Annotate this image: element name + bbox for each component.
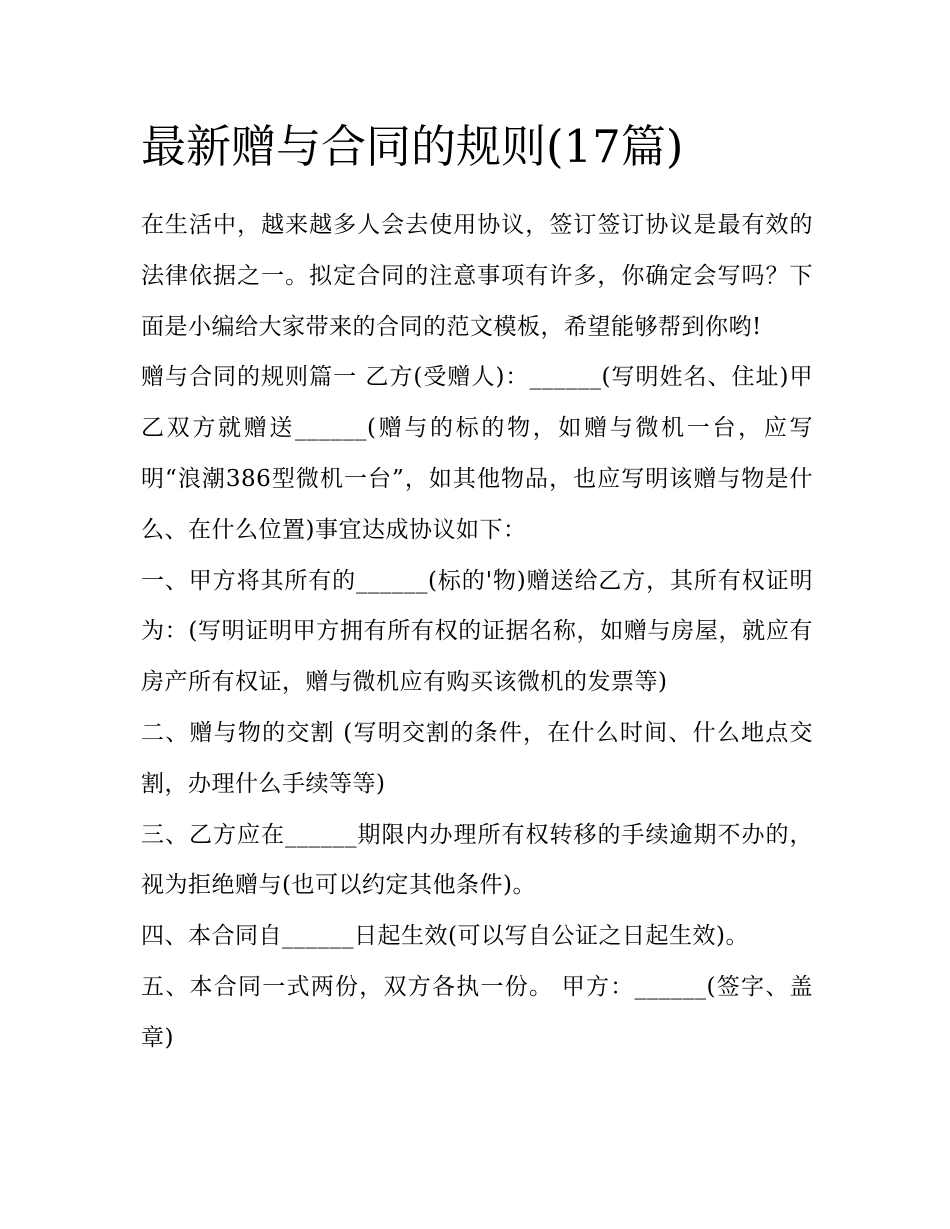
paragraph-contract-parties: 赠与合同的规则篇一 乙方(受赠人)：______(写明姓名、住址)甲乙双方就赠送______(赠与的标的物，如赠与微机一台，应写明“浪潮386型微机一台”，如其他物品，也应写明该赠与物是什么、在什么位置)事宜达成协议如下： <box>141 364 813 543</box>
paragraph-clause-5: 五、本合同一式两份，双方各执一份。 甲方：______(签字、盖章) <box>141 973 813 1051</box>
paragraph-clause-4: 四、本合同自______日起生效(可以写自公证之日起生效)。 <box>141 923 749 950</box>
paragraph-clause-2: 二、赠与物的交割 (写明交割的条件，在什么时间、什么地点交割，办理什么手续等等) <box>141 719 813 797</box>
paragraph-clause-3: 三、乙方应在______期限内办理所有权转移的手续逾期不办的，视为拒绝赠与(也可以约定其他条件)。 <box>141 821 813 899</box>
paragraph-intro: 在生活中，越来越多人会去使用协议，签订签订协议是最有效的法律依据之一。拟定合同的注意事项有许多，你确定会写吗？下面是小编给大家带来的合同的范文模板，希望能够帮到你哟! <box>141 212 813 340</box>
paragraph-clause-1: 一、甲方将其所有的______(标的'物)赠送给乙方，其所有权证明为：(写明证明甲方拥有所有权的证据名称，如赠与房屋，就应有房产所有权证，赠与微机应有购买该微机的发票等) <box>141 567 813 696</box>
document-body <box>141 200 813 1064</box>
document-title: 最新赠与合同的规则(17篇) <box>141 120 684 173</box>
